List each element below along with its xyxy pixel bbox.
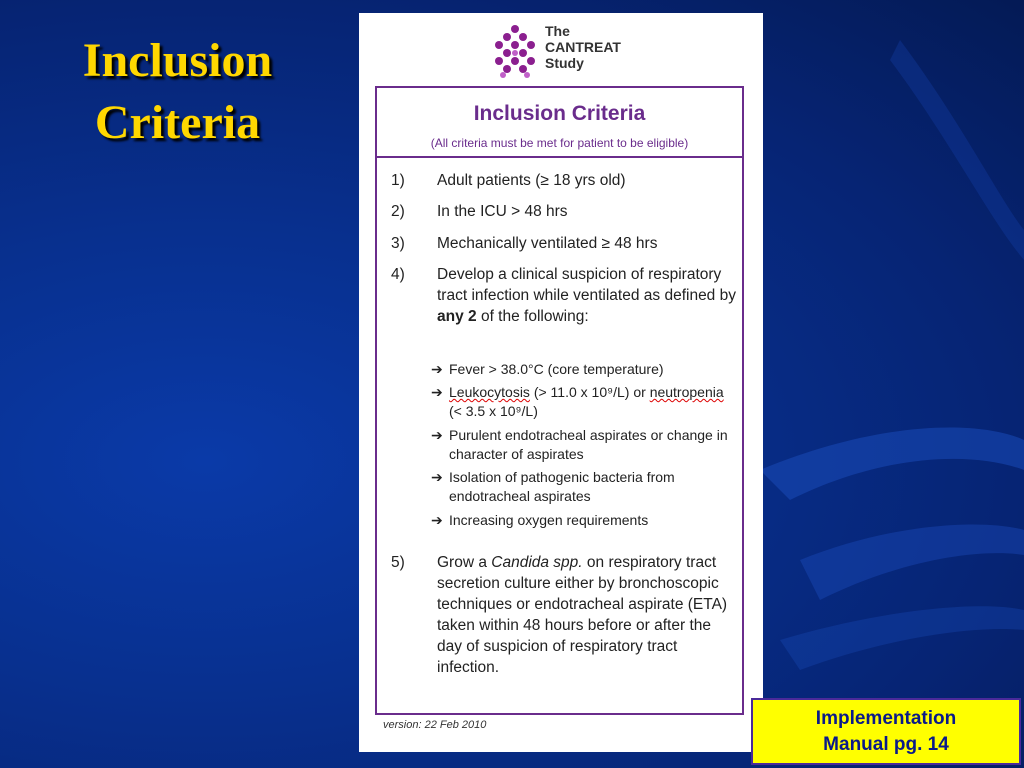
sub-criterion-text-part: neutropenia: [649, 384, 724, 400]
box-subtitle: (All criteria must be met for patient to be eligible): [430, 136, 689, 150]
criterion-text: [437, 264, 736, 327]
sub-criterion-item: [431, 468, 732, 505]
arrow-right-icon: ➔: [431, 384, 443, 400]
cantreat-logo-icon: [489, 23, 541, 79]
slide-title-line1: Inclusion: [82, 34, 273, 87]
criteria-card: [359, 13, 763, 752]
box-header: [377, 88, 742, 158]
criterion-number: 2): [391, 203, 405, 220]
arrow-right-icon: ➔: [431, 512, 443, 528]
sub-criterion-item: [431, 511, 732, 530]
logo-text: [545, 23, 621, 71]
sub-criterion-item: [431, 383, 732, 420]
criterion-text: In the ICU > 48 hrs: [437, 203, 568, 220]
arrow-right-icon: ➔: [431, 427, 443, 443]
sub-criterion-text-part: Leukocytosis: [449, 384, 530, 400]
criterion-text-part: of the following:: [476, 308, 589, 325]
criterion-text-bold: any 2: [437, 308, 477, 325]
logo-line1: The: [545, 23, 570, 39]
arrow-right-icon: ➔: [431, 361, 443, 377]
implementation-manual-note: [751, 698, 1021, 765]
sub-criterion-text-part: (> 11.0 x 10⁹/L) or: [529, 384, 650, 400]
sub-criterion-text: Increasing oxygen requirements: [449, 512, 649, 528]
criterion-text-part: Grow a: [437, 554, 492, 571]
sub-criterion-text-part: (< 3.5 x 10⁹/L): [449, 402, 538, 419]
criterion-text: Mechanically ventilated ≥ 48 hrs: [437, 235, 658, 252]
note-line1: Implementation: [815, 708, 957, 729]
sub-criterion-text: Isolation of pathogenic bacteria from endotracheal aspirates: [449, 469, 675, 504]
slide-title-line2: Criteria: [94, 96, 261, 150]
sub-criterion-text: Purulent endotracheal aspirates or change in character of aspirates: [449, 427, 728, 462]
criterion-text-italic: Candida spp.: [491, 554, 583, 571]
criterion-number: 1): [391, 172, 405, 189]
criterion-text-part: Develop a clinical suspicion of respiratory tract infection while ventilated as defined by: [437, 266, 736, 304]
criterion-number: 3): [391, 235, 405, 252]
logo-line2: CANTREAT: [545, 39, 621, 55]
criterion-number: 4): [391, 266, 405, 283]
criterion-text-part: on respiratory tract secretion culture either by bronchoscopic techniques or endotracheal aspirate (ETA) taken within 48 hours before or after the day of suspicion of respiratory tract infection.: [437, 554, 728, 676]
criterion-number: 5): [391, 554, 405, 571]
criterion-text: [437, 552, 736, 678]
sub-criterion-item: [431, 360, 732, 379]
criterion-text: Adult patients (≥ 18 yrs old): [437, 172, 626, 189]
slide-title: [30, 30, 325, 155]
sub-criterion-text: Fever > 38.0°C (core temperature): [449, 361, 664, 377]
cantreat-logo: [489, 19, 649, 85]
note-line2: Manual pg. 14: [823, 734, 949, 755]
arrow-right-icon: ➔: [431, 469, 443, 485]
sub-criterion-item: [431, 426, 732, 463]
inclusion-criteria-box: [375, 86, 744, 715]
logo-line3: Study: [545, 55, 584, 71]
box-title: Inclusion Criteria: [473, 102, 646, 125]
version-label: version: 22 Feb 2010: [383, 719, 487, 731]
